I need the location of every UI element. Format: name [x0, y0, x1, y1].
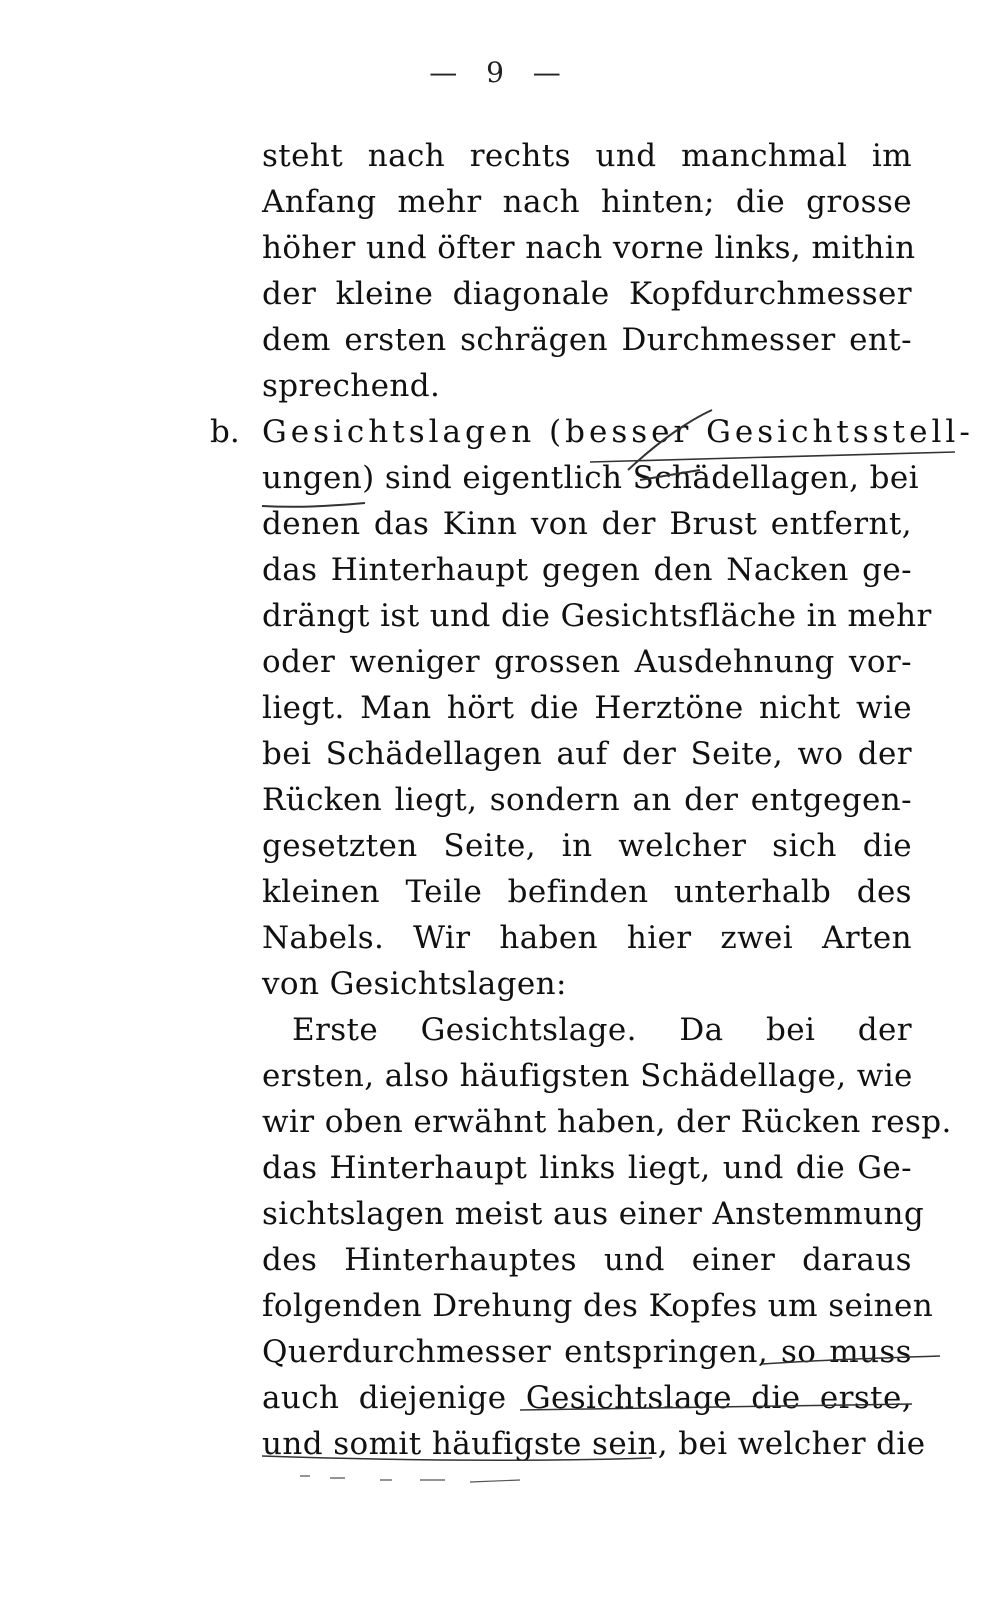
- text-line-17: kleinen Teile befinden unterhalb des: [262, 874, 912, 910]
- text-line-8: ungen) sind eigentlich Schädellagen, bei: [262, 460, 919, 496]
- text-line-15: Rücken liegt, sondern an der entgegen-: [262, 782, 912, 818]
- pencil-dashes-bottom: [300, 1476, 520, 1482]
- text-line-6: sprechend.: [262, 368, 441, 404]
- text-line-12: oder weniger grossen Ausdehnung vor-: [262, 644, 912, 680]
- text-line-25: des Hinterhauptes und einer daraus: [262, 1242, 912, 1278]
- text-line-27: Querdurchmesser entspringen, so muss: [262, 1334, 912, 1370]
- text-line-18: Nabels. Wir haben hier zwei Arten: [262, 920, 912, 956]
- text-line-28: auch diejenige Gesichtslage die erste,: [262, 1380, 912, 1416]
- text-line-29: und somit häufigste sein, bei welcher die: [262, 1426, 926, 1462]
- text-line-26: folgenden Drehung des Kopfes um seinen: [262, 1288, 934, 1324]
- text-line-24: sichtslagen meist aus einer Anstemmung: [262, 1196, 925, 1232]
- text-line-21: ersten, also häufigsten Schädellage, wie: [262, 1058, 913, 1094]
- text-line-11: drängt ist und die Gesichtsfläche in mehr: [262, 598, 932, 634]
- text-line-23: das Hinterhaupt links liegt, und die Ge-: [262, 1150, 912, 1186]
- section-label-b: b.: [210, 414, 240, 450]
- subheading-erste-gesichtslage: Erste Gesichtslage. Da bei der: [292, 1012, 912, 1048]
- text-line-13: liegt. Man hört die Herztöne nicht wie: [262, 690, 912, 726]
- text-line-10: das Hinterhaupt gegen den Nacken ge-: [262, 552, 912, 588]
- text-line-14: bei Schädellagen auf der Seite, wo der: [262, 736, 912, 772]
- text-line-22: wir oben erwähnt haben, der Rücken resp.: [262, 1104, 952, 1140]
- text-line-16: gesetzten Seite, in welcher sich die: [262, 828, 912, 864]
- text-line-4: der kleine diagonale Kopfdurchmesser: [262, 276, 912, 312]
- section-heading-gesichtslagen: Gesichtslagen (besser Gesichtsstell-: [262, 414, 974, 450]
- text-line-5: dem ersten schrägen Durchmesser ent-: [262, 322, 912, 358]
- text-line-2: Anfang mehr nach hinten; die grosse: [262, 184, 912, 220]
- text-line-9: denen das Kinn von der Brust entfernt,: [262, 506, 912, 542]
- text-line-1: steht nach rechts und manchmal im: [262, 138, 912, 174]
- text-line-3: höher und öfter nach vorne links, mithin: [262, 230, 916, 266]
- page-number: — 9 —: [429, 56, 571, 89]
- text-line-19: von Gesichtslagen:: [262, 966, 567, 1002]
